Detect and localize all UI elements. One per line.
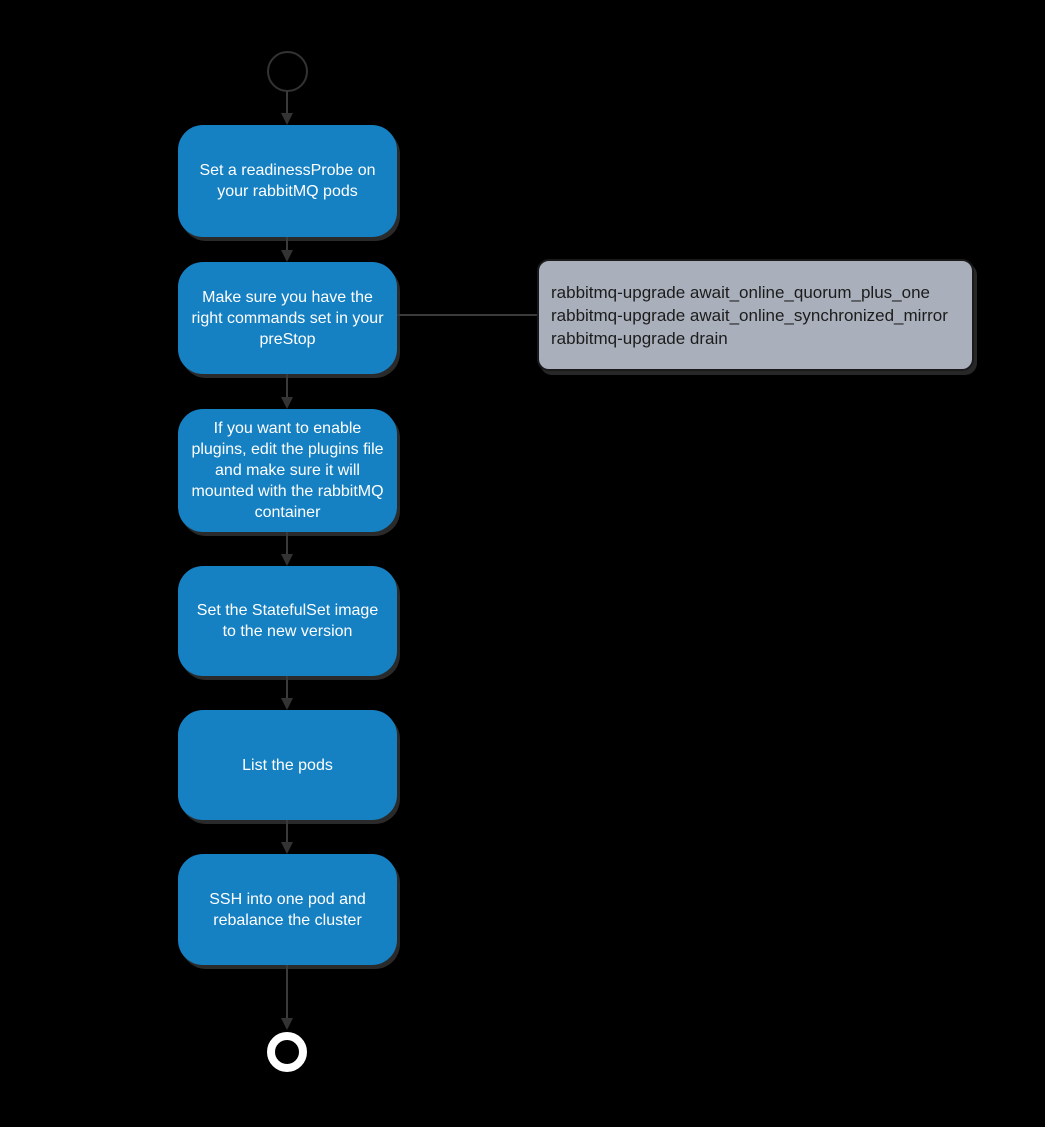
edge-line xyxy=(286,237,288,251)
note-command-line: rabbitmq-upgrade await_online_quorum_plus_one xyxy=(551,282,930,302)
note-command-line: rabbitmq-upgrade await_online_synchronized_mirror xyxy=(551,305,948,325)
edge-line xyxy=(286,965,288,1019)
arrowhead-icon xyxy=(281,1018,293,1030)
note-command-line: rabbitmq-upgrade drain xyxy=(551,328,728,348)
end-node-icon xyxy=(267,1032,307,1072)
edge-line xyxy=(286,532,288,555)
arrowhead-icon xyxy=(281,842,293,854)
edge-line xyxy=(286,820,288,843)
activity-step-statefulset-image xyxy=(178,566,397,676)
activity-step-ssh-rebalance xyxy=(178,854,397,965)
activity-label: Make sure you have the right commands set in your preStop xyxy=(191,288,384,348)
note-rabbitmq-upgrade-commands xyxy=(537,259,974,371)
activity-step-readiness-probe xyxy=(178,125,397,237)
edge-line xyxy=(286,676,288,699)
activity-label: If you want to enable plugins, edit the plugins file and make sure it will mounted with the rabbitMQ container xyxy=(191,420,384,521)
arrowhead-icon xyxy=(281,698,293,710)
edge-line xyxy=(286,374,288,398)
arrowhead-icon xyxy=(281,113,293,125)
arrowhead-icon xyxy=(281,554,293,566)
arrowhead-icon xyxy=(281,250,293,262)
activity-label: SSH into one pod and rebalance the cluster xyxy=(209,890,366,929)
edge-line xyxy=(286,91,288,114)
activity-step-prestop-commands xyxy=(178,262,397,374)
activity-label: List the pods xyxy=(242,756,333,774)
note-connector-line xyxy=(397,314,537,316)
activity-step-list-pods xyxy=(178,710,397,820)
activity-label: Set the StatefulSet image to the new version xyxy=(196,602,379,640)
start-node-icon xyxy=(267,51,308,92)
activity-step-enable-plugins xyxy=(178,409,397,532)
activity-label: Set a readinessProbe on your rabbitMQ pods xyxy=(199,162,376,200)
arrowhead-icon xyxy=(281,397,293,409)
